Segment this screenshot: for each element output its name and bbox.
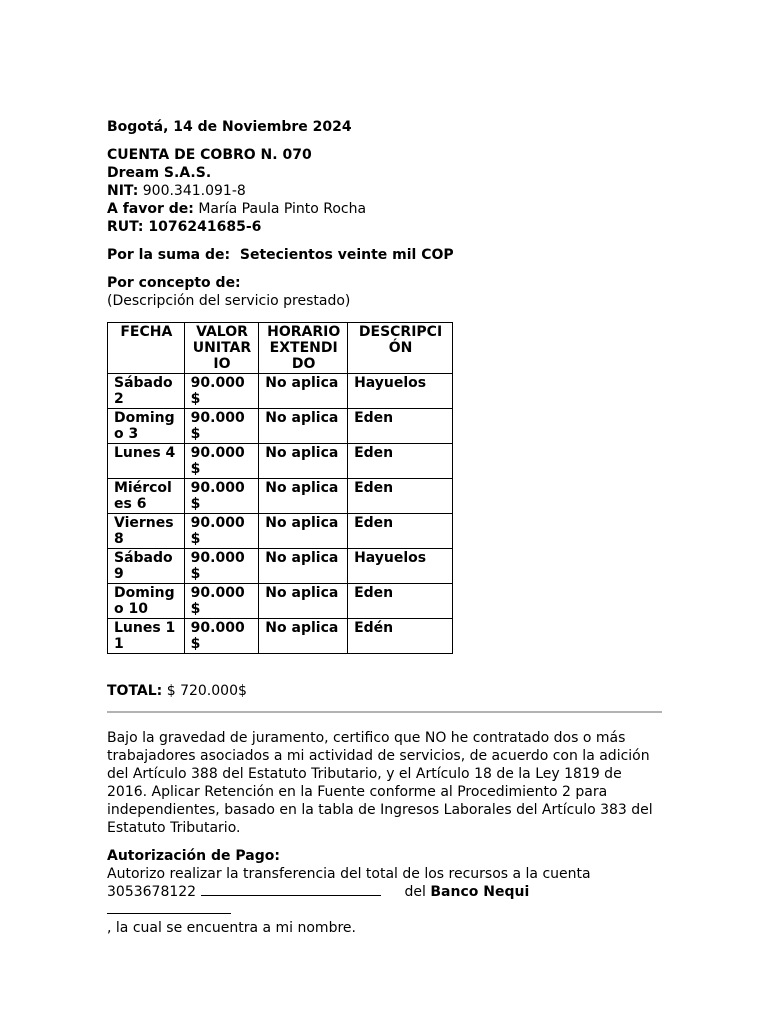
payment-authorization: [107, 847, 662, 937]
cell-horario: No aplica: [259, 444, 348, 479]
cell-descripcion: Hayuelos: [348, 374, 453, 409]
cell-descripcion: Eden: [348, 514, 453, 549]
favor-label: A favor de:: [107, 201, 194, 217]
cell-horario: No aplica: [259, 549, 348, 584]
cell-horario: No aplica: [259, 479, 348, 514]
total-label: TOTAL:: [107, 683, 163, 699]
cell-fecha: Domingo 3: [108, 409, 185, 444]
section-divider: [107, 711, 662, 713]
table-row: [108, 549, 453, 584]
cell-descripcion: Eden: [348, 584, 453, 619]
cell-valor: 90.000 $: [184, 549, 259, 584]
cell-horario: No aplica: [259, 409, 348, 444]
authorization-title: Autorización de Pago:: [107, 848, 280, 864]
favor-value: María Paula Pinto Rocha: [193, 201, 367, 217]
account-line: [107, 883, 662, 919]
cell-valor: 90.000 $: [184, 409, 259, 444]
services-table: [107, 322, 453, 654]
table-row: [108, 619, 453, 654]
cell-horario: No aplica: [259, 374, 348, 409]
favor-line: [107, 200, 662, 218]
cell-horario: No aplica: [259, 584, 348, 619]
cell-descripcion: Hayuelos: [348, 549, 453, 584]
authorization-text: Autorizo realizar la transferencia del total de los recursos a la cuenta: [107, 866, 591, 882]
table-row: [108, 409, 453, 444]
cell-horario: No aplica: [259, 619, 348, 654]
cuenta-title: CUENTA DE COBRO N. 070: [107, 147, 312, 163]
cell-fecha: Miércoles 6: [108, 479, 185, 514]
cell-descripcion: Edén: [348, 619, 453, 654]
cell-descripcion: Eden: [348, 409, 453, 444]
nit-label: NIT:: [107, 183, 139, 199]
total-line: [107, 682, 662, 700]
account-number: 3053678122: [107, 884, 197, 900]
document-page: [107, 118, 662, 937]
concepto-desc: (Descripción del servicio prestado): [107, 293, 351, 309]
table-row: [108, 374, 453, 409]
date-line: Bogotá, 14 de Noviembre 2024: [107, 119, 352, 135]
cell-horario: No aplica: [259, 514, 348, 549]
suma-label: Por la suma de:: [107, 247, 231, 263]
suma-line: [107, 246, 662, 264]
suma-value: Setecientos veinte mil COP: [239, 247, 454, 263]
bank-line: [107, 901, 231, 914]
header-horario: HORARIO EXTENDIDO: [259, 323, 348, 374]
cell-fecha: Viernes 8: [108, 514, 185, 549]
total-value: $ 720.000$: [162, 683, 247, 699]
cell-valor: 90.000 $: [184, 479, 259, 514]
del-text: del: [404, 884, 426, 900]
cell-valor: 90.000 $: [184, 584, 259, 619]
cell-descripcion: Eden: [348, 444, 453, 479]
cell-descripcion: Eden: [348, 479, 453, 514]
cell-valor: 90.000 $: [184, 619, 259, 654]
table-row: [108, 444, 453, 479]
closing-text: , la cual se encuentra a mi nombre.: [107, 920, 356, 936]
cell-valor: 90.000 $: [184, 444, 259, 479]
header-valor: VALOR UNITARIO: [184, 323, 259, 374]
cell-fecha: Lunes 4: [108, 444, 185, 479]
cell-fecha: Domingo 10: [108, 584, 185, 619]
table-row: [108, 479, 453, 514]
rut-line: RUT: 1076241685-6: [107, 219, 262, 235]
nit-value: 900.341.091-8: [138, 183, 246, 199]
table-header-row: [108, 323, 453, 374]
table-row: [108, 514, 453, 549]
certification-paragraph: Bajo la gravedad de juramento, certifico que NO he contratado dos o más trabajadores asociados a mi actividad de servicios, de acuerdo con la adición del Artículo 388 del Estatuto Tributario, y el Artículo 18 de la Ley 1819 de 2016. Aplicar Retención en la Fuente conforme al Procedimiento 2 para independientes, basado en la tabla de Ingresos Laborales del Artículo 383 del Estatuto Tributario.: [107, 730, 653, 836]
signature-line: [201, 883, 381, 896]
nit-line: [107, 182, 662, 200]
header-fecha: FECHA: [108, 323, 185, 374]
cell-fecha: Sábado 2: [108, 374, 185, 409]
bank-name: Banco Nequi: [430, 884, 530, 900]
cell-valor: 90.000 $: [184, 514, 259, 549]
company-name: Dream S.A.S.: [107, 165, 212, 181]
cell-fecha: Sábado 9: [108, 549, 185, 584]
concepto-label: Por concepto de:: [107, 275, 241, 291]
table-row: [108, 584, 453, 619]
header-descripcion: DESCRIPCIÓN: [348, 323, 453, 374]
cell-valor: 90.000 $: [184, 374, 259, 409]
cell-fecha: Lunes 11: [108, 619, 185, 654]
